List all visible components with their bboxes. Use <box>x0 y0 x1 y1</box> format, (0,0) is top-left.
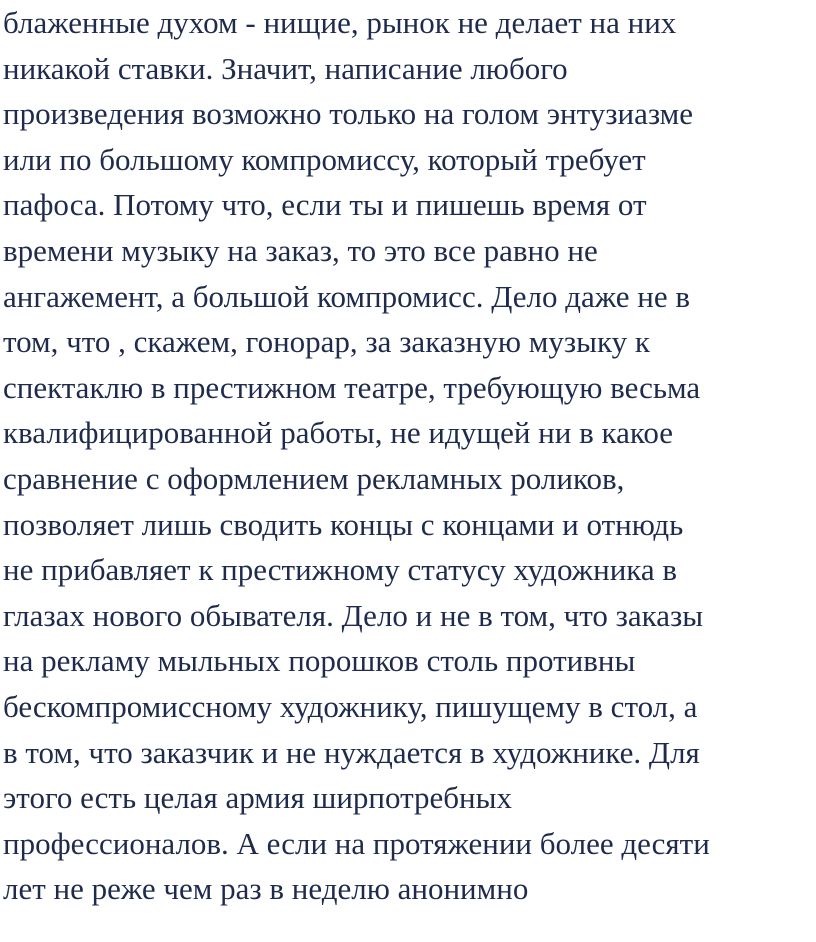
text-line: позволяет лишь сводить концы с концами и отнюдь <box>3 506 684 542</box>
text-line: блаженные духом - нищие, рынок не делает на них <box>3 5 677 40</box>
text-line: времени музыку на заказ, то это все равно не <box>3 232 598 268</box>
text-line: лет не реже чем раз в неделю анонимно <box>3 871 529 907</box>
text-line: квалифицированной работы, не идущей ни в какое <box>3 415 673 451</box>
text-line: том, что , скажем, гонорар, за заказную музыку к <box>3 324 650 360</box>
text-line: никакой ставки. Значит, написание любого <box>3 50 568 86</box>
text-line: пафоса. Потому что, если ты и пишешь время от <box>3 187 647 223</box>
text-line: профессионалов. А если на протяжении более десяти <box>3 825 710 861</box>
text-line: произведения возможно только на голом энтузиазме <box>3 96 694 132</box>
text-line: бескомпромиссному художнику, пишущему в стол, а <box>3 688 698 724</box>
text-line: этого есть целая армия ширпотребных <box>3 780 512 816</box>
text-line: в том, что заказчик и не нуждается в художнике. Для <box>3 734 700 770</box>
text-line: не прибавляет к престижному статусу художника в <box>3 552 678 588</box>
text-line: на рекламу мыльных порошков столь противны <box>3 643 636 679</box>
text-line: спектаклю в престижном театре, требующую весьма <box>3 369 701 405</box>
text-line: или по большому компромиссу, который требует <box>3 141 646 177</box>
text-line: ангажемент, а большой компромисс. Дело даже не в <box>3 278 690 314</box>
text-line: глазах нового обывателя. Дело и не в том, что заказы <box>3 597 704 633</box>
text-line: сравнение с оформлением рекламных роликов, <box>3 460 625 496</box>
document-page <box>3 0 813 912</box>
